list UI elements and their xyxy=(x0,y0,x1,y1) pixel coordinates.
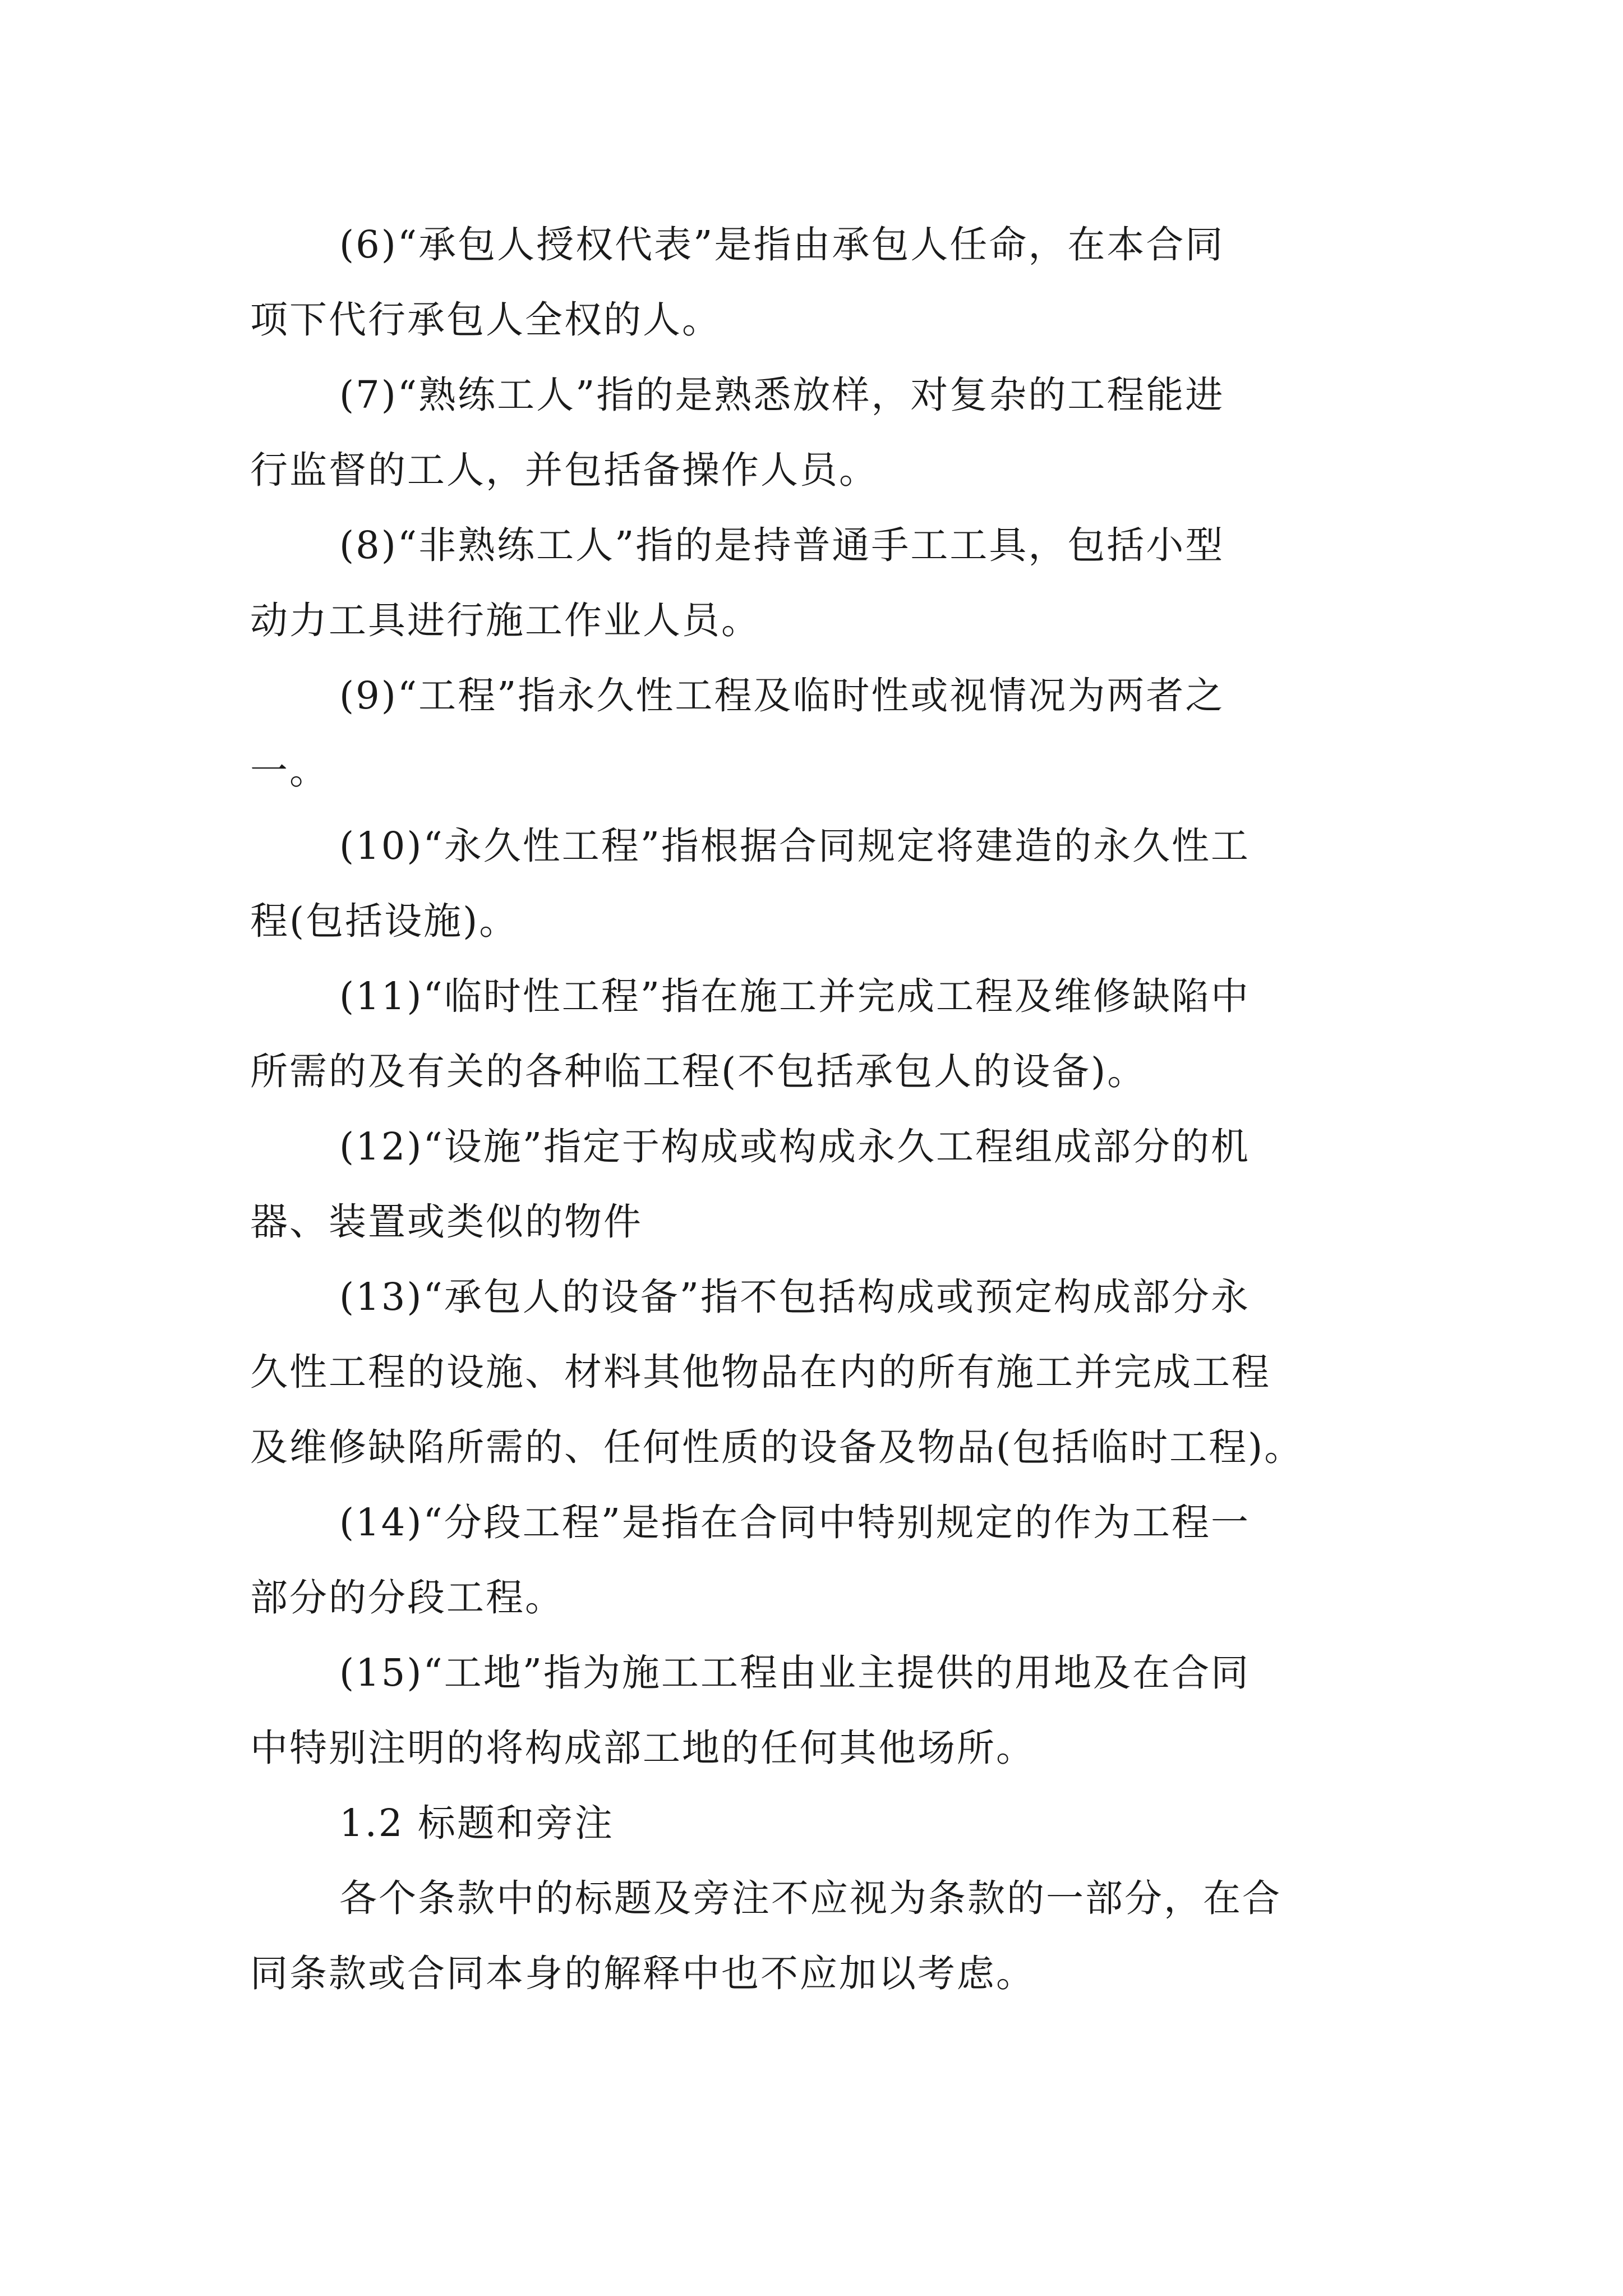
paragraph-10-line-2: 程(包括设施)。 xyxy=(250,899,519,943)
paragraph-14-line-2: 部分的分段工程。 xyxy=(250,1576,564,1619)
section-heading: 1.2 标题和旁注 xyxy=(339,1801,614,1845)
paragraph-11-line-1: (11)“临时性工程”指在施工并完成工程及维修缺陷中 xyxy=(339,974,1251,1018)
paragraph-6-line-1: (6)“承包人授权代表”是指由承包人任命，在本合同 xyxy=(339,223,1225,266)
paragraph-6-line-2: 项下代行承包人全权的人。 xyxy=(250,298,721,342)
paragraph-14-line-1: (14)“分段工程”是指在合同中特别规定的作为工程一 xyxy=(339,1501,1251,1544)
paragraph-15-line-1: (15)“工地”指为施工工程由业主提供的用地及在合同 xyxy=(339,1651,1251,1695)
paragraph-10-line-1: (10)“永久性工程”指根据合同规定将建造的永久性工 xyxy=(339,824,1251,868)
paragraph-7-line-2: 行监督的工人，并包括备操作人员。 xyxy=(250,448,878,492)
paragraph-13-line-1: (13)“承包人的设备”指不包括构成或预定构成部分永 xyxy=(339,1275,1251,1319)
paragraph-15-line-2: 中特别注明的将构成部工地的任何其他场所。 xyxy=(250,1726,1035,1770)
paragraph-12-line-2: 器、装置或类似的物件 xyxy=(250,1200,643,1244)
paragraph-13-line-2: 久性工程的设施、材料其他物品在内的所有施工并完成工程 xyxy=(250,1350,1271,1394)
paragraph-13-line-3: 及维修缺陷所需的、任何性质的设备及物品(包括临时工程)。 xyxy=(250,1425,1304,1469)
paragraph-16-line-2: 同条款或合同本身的解释中也不应加以考虑。 xyxy=(250,1952,1035,1995)
paragraph-9-line-1: (9)“工程”指永久性工程及临时性或视情况为两者之 xyxy=(339,674,1225,717)
paragraph-12-line-1: (12)“设施”指定于构成或构成永久工程组成部分的机 xyxy=(339,1125,1251,1168)
paragraph-9-line-2: 一。 xyxy=(250,749,329,793)
paragraph-8-line-2: 动力工具进行施工作业人员。 xyxy=(250,599,760,642)
paragraph-7-line-1: (7)“熟练工人”指的是熟悉放样，对复杂的工程能进 xyxy=(339,373,1225,417)
paragraph-11-line-2: 所需的及有关的各种临工程(不包括承包人的设备)。 xyxy=(250,1050,1147,1093)
paragraph-8-line-1: (8)“非熟练工人”指的是持普通手工工具，包括小型 xyxy=(339,523,1225,567)
paragraph-16-line-1: 各个条款中的标题及旁注不应视为条款的一部分，在合 xyxy=(339,1876,1281,1920)
